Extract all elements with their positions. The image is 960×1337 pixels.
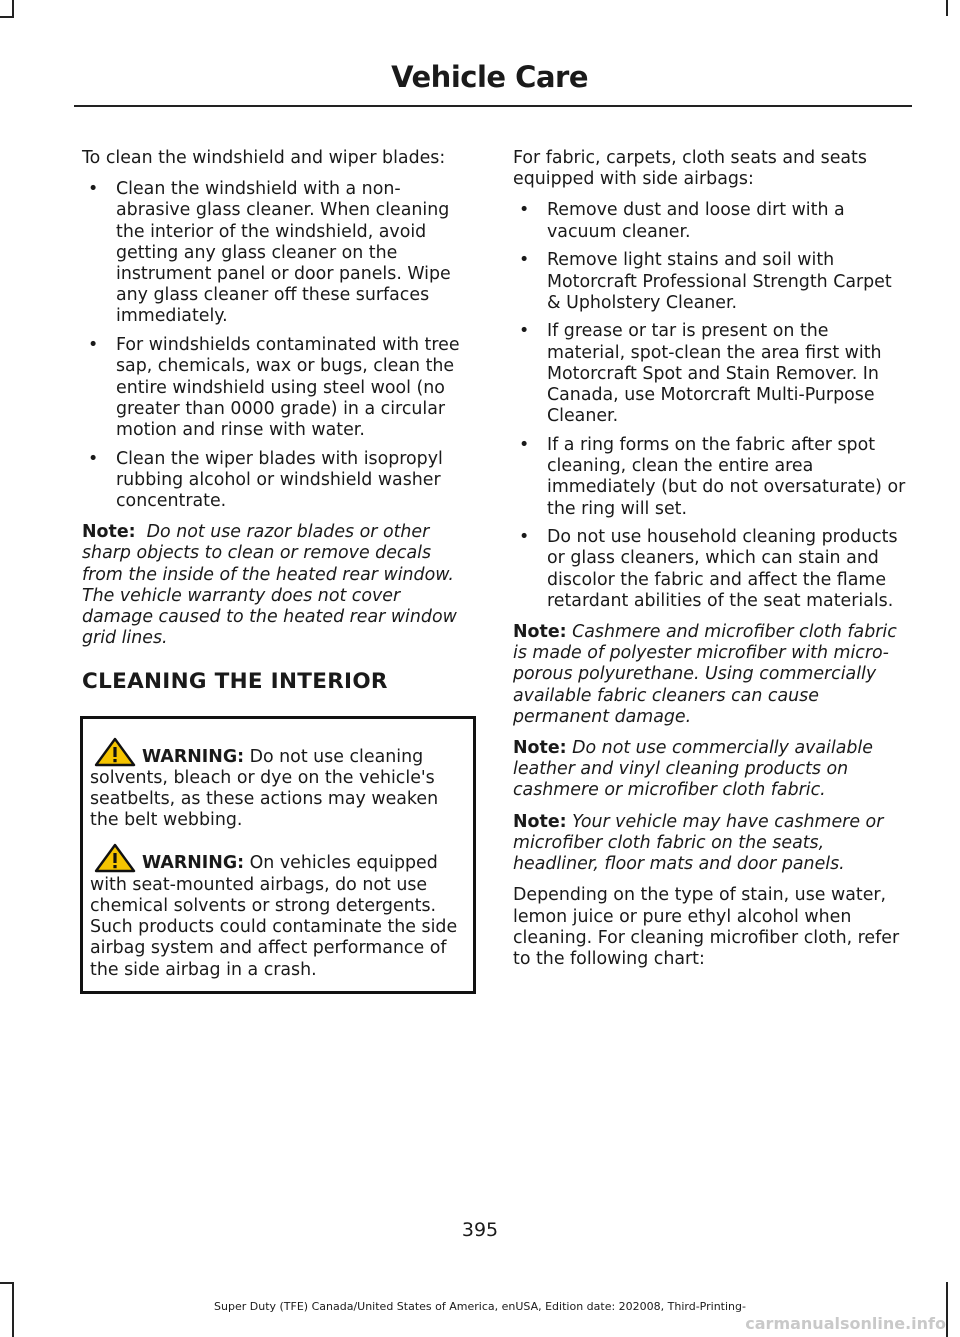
note-label: Note: — [513, 811, 567, 832]
crop-mark — [0, 16, 14, 18]
list-item: • Remove dust and loose dirt with a vacuum cleaner. — [513, 200, 909, 242]
warning-triangle-icon — [94, 737, 136, 767]
note-label: Note: — [513, 622, 567, 643]
section-heading: CLEANING THE INTERIOR — [82, 669, 388, 695]
watermark[interactable]: carmanualsonline.info — [745, 1314, 946, 1333]
crop-mark — [0, 1282, 14, 1284]
note-label: Note: — [513, 738, 567, 759]
right-column — [513, 148, 909, 980]
list-item: • Clean the windshield with a non-abrasive glass cleaner. When cleaning the interior of the windshield, avoid getting any glass cleaner on the instrument panel or door panels. Wipe any glass cleaner off these surfaces immediately. — [82, 179, 474, 327]
note-text: Your vehicle may have cashmere or microfiber cloth fabric on the seats, headliner, floor mats and door panels. — [513, 811, 884, 875]
warning — [90, 737, 467, 832]
note-label: Note: — [82, 522, 136, 543]
crop-mark — [12, 0, 14, 16]
note — [513, 738, 909, 802]
note — [513, 812, 909, 876]
intro-text: To clean the windshield and wiper blades: — [82, 148, 446, 168]
closing-text: Depending on the type of stain, use water, lemon juice or pure ethyl alcohol when cleaning. For cleaning microfiber cloth, refer to the following chart: — [513, 885, 900, 969]
bullet-list — [82, 179, 474, 512]
note-text: Do not use razor blades or other sharp objects to clean or remove decals from the inside of the heated rear window. The vehicle warranty does not cover damage caused to the heated rear window grid lines. — [82, 522, 457, 649]
list-item: • Remove light stains and soil with Motorcraft Professional Strength Carpet & Upholstery Cleaner. — [513, 250, 909, 314]
note-text: Cashmere and microfiber cloth fabric is made of polyester microfiber with micro-porous polyurethane. Using commercially available fabric cleaners can cause permanent damage. — [513, 622, 897, 727]
list-item: • For windshields contaminated with tree sap, chemicals, wax or bugs, clean the entire windshield using steel wool (no greater than 0000 grade) in a circular motion and rinse with water. — [82, 335, 474, 441]
list-item: • If grease or tar is present on the material, spot-clean the area first with Motorcraft Spot and Stain Remover. In Canada, use Motorcraft Multi-Purpose Cleaner. — [513, 321, 909, 427]
warning-label: WARNING: — [142, 746, 245, 767]
warning-box — [80, 716, 476, 994]
note — [82, 522, 474, 649]
page-number: 395 — [461, 1219, 499, 1241]
list-item: • Clean the wiper blades with isopropyl rubbing alcohol or windshield washer concentrate. — [82, 449, 474, 513]
warning — [90, 843, 467, 980]
list-item: • If a ring forms on the fabric after spot cleaning, clean the entire area immediately (but do not oversaturate) or the ring will set. — [513, 435, 909, 520]
page-title: Vehicle Care — [391, 60, 588, 94]
warning-text: On vehicles equipped with seat-mounted airbags, do not use chemical solvents or strong detergents. Such products could contaminate the side airbag system and affect performance of the side airbag in a crash. — [90, 853, 458, 980]
left-column — [82, 148, 474, 994]
crop-mark — [946, 0, 948, 16]
list-item: • Do not use household cleaning products or glass cleaners, which can stain and discolor the fabric and affect the flame retardant abilities of the seat materials. — [513, 527, 909, 612]
bullet-list — [513, 200, 909, 612]
warning-label: WARNING: — [142, 853, 245, 874]
header-divider — [74, 105, 912, 107]
warning-text: Do not use cleaning solvents, bleach or dye on the vehicle's seatbelts, as these actions may weaken the belt webbing. — [90, 746, 439, 831]
warning-triangle-icon — [94, 843, 136, 873]
note-text: Do not use commercially available leather and vinyl cleaning products on cashmere or microfiber cloth fabric. — [513, 738, 873, 801]
intro-text: For fabric, carpets, cloth seats and seats equipped with side airbags: — [513, 148, 867, 190]
note — [513, 622, 909, 728]
footer-text: Super Duty (TFE) Canada/United States of America, enUSA, Edition date: 202008, Third-Printing- — [214, 1300, 746, 1313]
